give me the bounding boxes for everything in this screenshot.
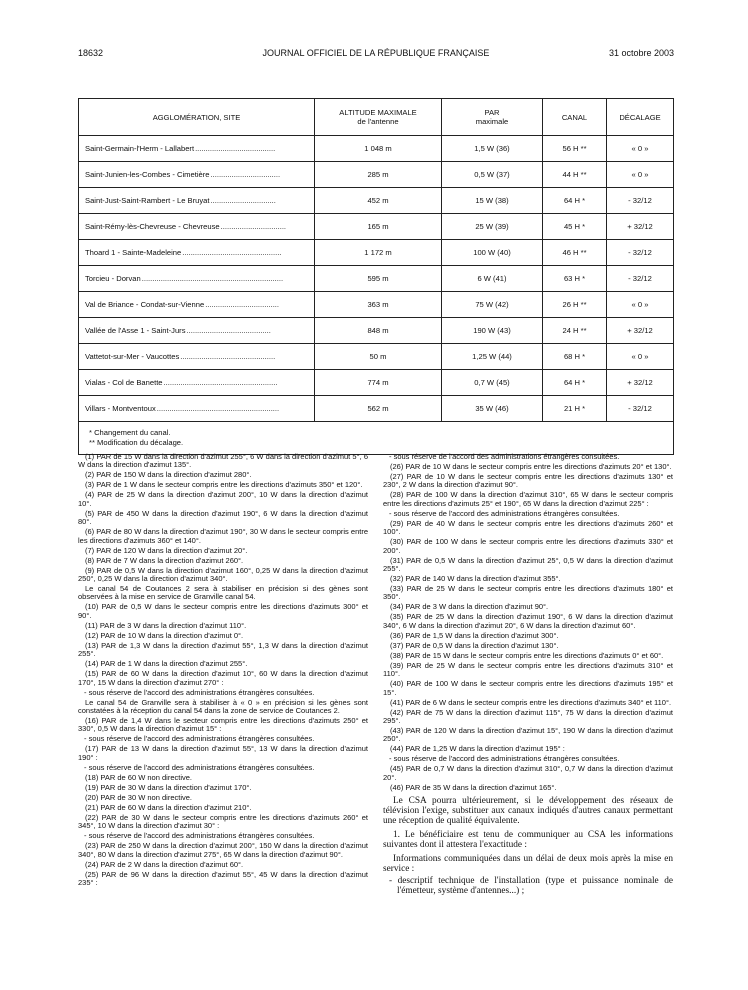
note-paragraph: (15) PAR de 60 W dans la direction d'azimut 10°, 60 W dans la direction d'azimut 170°, 15 W dans la direction d'azimut 270° :: [78, 669, 368, 687]
cell-canal: 68 H *: [543, 344, 607, 370]
note-paragraph: (23) PAR de 250 W dans la direction d'azimut 200°, 150 W dans la direction d'azimut 340°, 80 W dans la direction d'azimut 275°, 65 W dans la direction d'azimut 90°.: [78, 841, 368, 859]
table-row: [79, 318, 674, 344]
note-paragraph: - sous réserve de l'accord des administrations étrangères consultées.: [389, 508, 620, 518]
note-paragraph: (43) PAR de 120 W dans la direction d'azimut 15°, 190 W dans la direction d'azimut 250°.: [383, 726, 673, 744]
note-paragraph: Le CSA pourra ultérieurement, si le développement des réseaux de télévision l'exige, substituer aux canaux indiqués d'autres canaux permettant une réception de qualité équivalente.: [383, 796, 673, 827]
site-name: Saint-Junien-les-Combes - Cimetière: [85, 170, 210, 179]
col-header-canal: CANAL: [543, 99, 607, 136]
table-row: [79, 162, 674, 188]
cell-canal: 64 H *: [543, 370, 607, 396]
cell-canal: 64 H *: [543, 188, 607, 214]
note-paragraph: Informations communiquées dans un délai de deux mois après la mise en service :: [383, 854, 673, 875]
site-name: Val de Briance - Condat-sur-Vienne: [85, 300, 205, 309]
note-paragraph: (41) PAR de 6 W dans le secteur compris entre les directions d'azimuts 340° et 110°.: [390, 697, 672, 707]
leader-dots: ...................................: [205, 300, 280, 309]
cell-altitude: 50 m: [315, 344, 442, 370]
table-row: [79, 370, 674, 396]
cell-altitude: 452 m: [315, 188, 442, 214]
note-paragraph: - sous réserve de l'accord des administrations étrangères consultées.: [84, 734, 315, 744]
note-paragraph: (31) PAR de 0,5 W dans la direction d'azimut 25°, 0,5 W dans la direction d'azimut 255°.: [383, 555, 673, 574]
cell-site: [79, 266, 315, 292]
page-number: 18632: [78, 48, 104, 58]
cell-par: 15 W (38): [442, 188, 543, 214]
leader-dots: ...................................................................: [141, 274, 284, 283]
col-header-site: AGGLOMÉRATION, SITE: [79, 99, 315, 136]
table-footnotes: * Changement du canal. ** Modification du décalage.: [79, 422, 674, 455]
site-name: Vattetot-sur-Mer - Vaucottes: [85, 352, 180, 361]
cell-decalage: « 0 »: [607, 344, 674, 370]
cell-par: 1,5 W (36): [442, 136, 543, 162]
cell-site: [79, 396, 315, 422]
cell-par: 35 W (46): [442, 396, 543, 422]
note-paragraph: (5) PAR de 450 W dans la direction d'azimut 190°, 6 W dans la direction d'azimut 80°.: [78, 508, 368, 527]
note-paragraph: (14) PAR de 1 W dans la direction d'azimut 255°.: [85, 659, 248, 669]
cell-decalage: + 32/12: [607, 214, 674, 240]
note-paragraph: (40) PAR de 100 W dans le secteur compris entre les directions d'azimuts 195° et 15°.: [383, 679, 673, 697]
note-paragraph: (45) PAR de 0,7 W dans la direction d'azimut 310°, 0,7 W dans la direction d'azimut 20°.: [383, 764, 673, 782]
note-paragraph: (39) PAR de 25 W dans le secteur compris entre les directions d'azimuts 310° et 110°.: [383, 660, 673, 679]
cell-decalage: - 32/12: [607, 396, 674, 422]
note-paragraph: (32) PAR de 140 W dans la direction d'azimut 355°.: [390, 574, 561, 584]
note-paragraph: - sous réserve de l'accord des administrations étrangères consultées.: [389, 452, 620, 461]
leader-dots: ..........................................................: [156, 404, 280, 413]
cell-decalage: + 32/12: [607, 370, 674, 396]
cell-decalage: - 32/12: [607, 188, 674, 214]
table-row: [79, 292, 674, 318]
cell-altitude: 562 m: [315, 396, 442, 422]
col-header-par: PAR maximale: [442, 99, 543, 136]
cell-altitude: 285 m: [315, 162, 442, 188]
site-name: Saint-Rémy-lès-Chevreuse - Chevreuse: [85, 222, 220, 231]
cell-par: 100 W (40): [442, 240, 543, 266]
note-paragraph: (19) PAR de 30 W dans la direction d'azimut 170°.: [85, 782, 252, 792]
cell-site: [79, 162, 315, 188]
note-paragraph: - sous réserve de l'accord des administrations étrangères consultées.: [389, 754, 620, 764]
cell-site: [79, 370, 315, 396]
cell-canal: 44 H **: [543, 162, 607, 188]
cell-par: 0,5 W (37): [442, 162, 543, 188]
cell-decalage: + 32/12: [607, 318, 674, 344]
site-name: Torcieu - Dorvan: [85, 274, 141, 283]
leader-dots: ......................................: [195, 144, 276, 153]
page-header: [78, 48, 674, 62]
note-paragraph: - sous réserve de l'accord des administrations étrangères consultées.: [84, 687, 315, 697]
note-paragraph: (6) PAR de 80 W dans la direction d'azimut 190°, 30 W dans le secteur compris entre les directions d'azimuts 360° et 140°.: [78, 527, 368, 545]
note-paragraph: 1. Le bénéficiaire est tenu de communiquer au CSA les informations suivantes dont il attestera l'exactitude :: [383, 830, 673, 851]
cell-altitude: 363 m: [315, 292, 442, 318]
note-paragraph: - descriptif technique de l'installation (type et puissance nominale de l'émetteur, système d'antennes...) ;: [389, 875, 673, 896]
note-paragraph: (3) PAR de 1 W dans le secteur compris entre les directions d'azimuts 350° et 120°.: [85, 480, 363, 490]
note-paragraph: (28) PAR de 100 W dans la direction d'azimut 310°, 65 W dans le secteur compris entre les directions d'azimuts 25° et 190°, 65 W dans la direction d'azimut 225° :: [383, 490, 673, 508]
cell-par: 6 W (41): [442, 266, 543, 292]
table-row: [79, 344, 674, 370]
leader-dots: .............................................: [180, 352, 276, 361]
note-paragraph: (35) PAR de 25 W dans la direction d'azimut 190°, 6 W dans la direction d'azimut 340°, 6 W dans la direction d'azimut 20°, 6 W dans la direction d'azimut 60°.: [383, 612, 673, 630]
cell-decalage: « 0 »: [607, 162, 674, 188]
cell-decalage: - 32/12: [607, 266, 674, 292]
leader-dots: .................................: [210, 170, 281, 179]
note-paragraph: (16) PAR de 1,4 W dans le secteur compris entre les directions d'azimuts 250° et 330°, 0,5 W dans la direction d'azimut 15° :: [78, 716, 368, 734]
cell-canal: 21 H *: [543, 396, 607, 422]
table-footnotes-row: [79, 422, 674, 455]
notes-right-column: [383, 453, 673, 897]
note-paragraph: (11) PAR de 3 W dans la direction d'azimut 110°.: [85, 620, 247, 630]
note-paragraph: (17) PAR de 13 W dans la direction d'azimut 55°, 13 W dans la direction d'azimut 190° :: [78, 744, 368, 762]
note-paragraph: Le canal 54 de Coutances 2 sera à stabiliser en précision si des gènes sont observées à la mise en service de Granville canal 54.: [78, 584, 368, 602]
note-paragraph: (42) PAR de 75 W dans la direction d'azimut 115°, 75 W dans la direction d'azimut 295°.: [383, 707, 673, 726]
note-paragraph: (38) PAR de 15 W dans le secteur compris entre les directions d'azimuts 0° et 60°.: [390, 650, 664, 660]
site-name: Vialas - Col de Banette: [85, 378, 163, 387]
cell-canal: 26 H **: [543, 292, 607, 318]
cell-site: [79, 292, 315, 318]
note-paragraph: - sous réserve de l'accord des administrations étrangères consultées.: [84, 762, 315, 772]
cell-site: [79, 240, 315, 266]
note-paragraph: (22) PAR de 30 W dans le secteur compris entre les directions d'azimuts 260° et 345°, 10 W dans la direction d'azimut 30° :: [78, 812, 368, 831]
table-row: [79, 396, 674, 422]
note-paragraph: (36) PAR de 1,5 W dans la direction d'azimut 300°.: [390, 630, 559, 640]
note-paragraph: (44) PAR de 1,25 W dans la direction d'azimut 195° :: [390, 744, 565, 754]
leader-dots: ........................................: [186, 326, 271, 335]
cell-altitude: 595 m: [315, 266, 442, 292]
cell-site: [79, 214, 315, 240]
note-paragraph: (13) PAR de 1,3 W dans la direction d'azimut 55°, 1,3 W dans la direction d'azimut 255°.: [78, 640, 368, 659]
note-paragraph: (18) PAR de 60 W non directive.: [85, 772, 192, 782]
cell-site: [79, 136, 315, 162]
note-paragraph: (21) PAR de 60 W dans la direction d'azimut 210°.: [85, 802, 252, 812]
site-name: Vallée de l'Asse 1 - Saint-Jurs: [85, 326, 186, 335]
table-row: [79, 188, 674, 214]
site-name: Thoard 1 - Sainte-Madeleine: [85, 248, 182, 257]
cell-site: [79, 188, 315, 214]
allocation-table: [78, 98, 674, 455]
cell-par: 0,7 W (45): [442, 370, 543, 396]
table-row: [79, 136, 674, 162]
cell-decalage: « 0 »: [607, 292, 674, 318]
site-name: Saint-Just-Saint-Rambert - Le Bruyat: [85, 196, 210, 205]
table-row: [79, 266, 674, 292]
table-row: [79, 240, 674, 266]
cell-decalage: - 32/12: [607, 240, 674, 266]
cell-par: 75 W (42): [442, 292, 543, 318]
leader-dots: ...............................: [210, 196, 276, 205]
table-row: [79, 214, 674, 240]
note-paragraph: (29) PAR de 40 W dans le secteur compris entre les directions d'azimuts 260° et 100°.: [383, 518, 673, 537]
note-paragraph: (20) PAR de 30 W non directive.: [85, 792, 192, 802]
note-paragraph: (4) PAR de 25 W dans la direction d'azimut 200°, 10 W dans la direction d'azimut 10°.: [78, 490, 368, 508]
note-paragraph: (10) PAR de 0,5 W dans le secteur compris entre les directions d'azimuts 300° et 90°.: [78, 602, 368, 620]
cell-par: 190 W (43): [442, 318, 543, 344]
issue-date: 31 octobre 2003: [608, 48, 674, 58]
cell-canal: 56 H **: [543, 136, 607, 162]
cell-canal: 24 H **: [543, 318, 607, 344]
note-paragraph: (37) PAR de 0,5 W dans la direction d'azimut 130°.: [390, 640, 559, 650]
cell-altitude: 848 m: [315, 318, 442, 344]
note-paragraph: (30) PAR de 100 W dans le secteur compris entre les directions d'azimuts 330° et 200°.: [383, 537, 673, 555]
leader-dots: ......................................................: [163, 378, 278, 387]
cell-altitude: 165 m: [315, 214, 442, 240]
cell-canal: 46 H **: [543, 240, 607, 266]
note-paragraph: (46) PAR de 35 W dans la direction d'azimut 165°.: [390, 782, 557, 792]
cell-altitude: 1 172 m: [315, 240, 442, 266]
note-paragraph: (25) PAR de 96 W dans la direction d'azimut 55°, 45 W dans la direction d'azimut 235° :: [78, 869, 368, 888]
note-paragraph: - sous réserve de l'accord des administrations étrangères consultées.: [84, 831, 315, 841]
table-header-row: [79, 99, 674, 136]
cell-site: [79, 344, 315, 370]
cell-par: 1,25 W (44): [442, 344, 543, 370]
note-paragraph: (2) PAR de 150 W dans la direction d'azimut 280°.: [85, 470, 252, 480]
cell-canal: 63 H *: [543, 266, 607, 292]
note-paragraph: Le canal 54 de Granville sera à stabiliser à « 0 » en précision si les gènes sont constatées à la réception du canal 54 dans la zone de service de Coutances 2.: [78, 697, 368, 716]
note-paragraph: (12) PAR de 10 W dans la direction d'azimut 0°.: [85, 630, 244, 640]
note-paragraph: (1) PAR de 15 W dans la direction d'azimut 255°, 6 W dans la direction d'azimut 5°, 6 W dans la direction d'azimut 135°.: [78, 452, 368, 470]
note-paragraph: (26) PAR de 10 W dans le secteur compris entre les directions d'azimuts 20° et 130°.: [390, 462, 672, 471]
cell-site: [79, 318, 315, 344]
cell-altitude: 774 m: [315, 370, 442, 396]
col-header-altitude: ALTITUDE MAXIMALE de l'antenne: [315, 99, 442, 136]
notes-left-column: [78, 453, 368, 889]
cell-altitude: 1 048 m: [315, 136, 442, 162]
note-paragraph: (33) PAR de 25 W dans le secteur compris entre les directions d'azimuts 180° et 350°.: [383, 584, 673, 602]
site-name: Villars - Montventoux: [85, 404, 156, 413]
note-paragraph: (34) PAR de 3 W dans la direction d'azimut 90°.: [390, 602, 549, 612]
note-paragraph: (9) PAR de 0,5 W dans la direction d'azimut 160°, 0,25 W dans la direction d'azimut 250°, 0,25 W dans la direction d'azimut 340°.: [78, 565, 368, 584]
site-name: Saint-Germain-l'Herm - Lallabert: [85, 144, 195, 153]
note-paragraph: (7) PAR de 120 W dans la direction d'azimut 20°.: [85, 545, 248, 555]
journal-title: JOURNAL OFFICIEL DE LA RÉPUBLIQUE FRANÇAISE: [262, 48, 490, 58]
col-header-decalage: DÉCALAGE: [607, 99, 674, 136]
note-paragraph: (24) PAR de 2 W dans la direction d'azimut 60°.: [85, 859, 244, 869]
leader-dots: ...............................: [220, 222, 287, 231]
cell-decalage: « 0 »: [607, 136, 674, 162]
cell-par: 25 W (39): [442, 214, 543, 240]
note-paragraph: (8) PAR de 7 W dans la direction d'azimut 260°.: [85, 555, 244, 565]
cell-canal: 45 H *: [543, 214, 607, 240]
leader-dots: ...............................................: [182, 248, 282, 257]
note-paragraph: (27) PAR de 10 W dans le secteur compris entre les directions d'azimuts 130° et 230°, 2 W dans la direction d'azimut 90°.: [383, 472, 673, 490]
